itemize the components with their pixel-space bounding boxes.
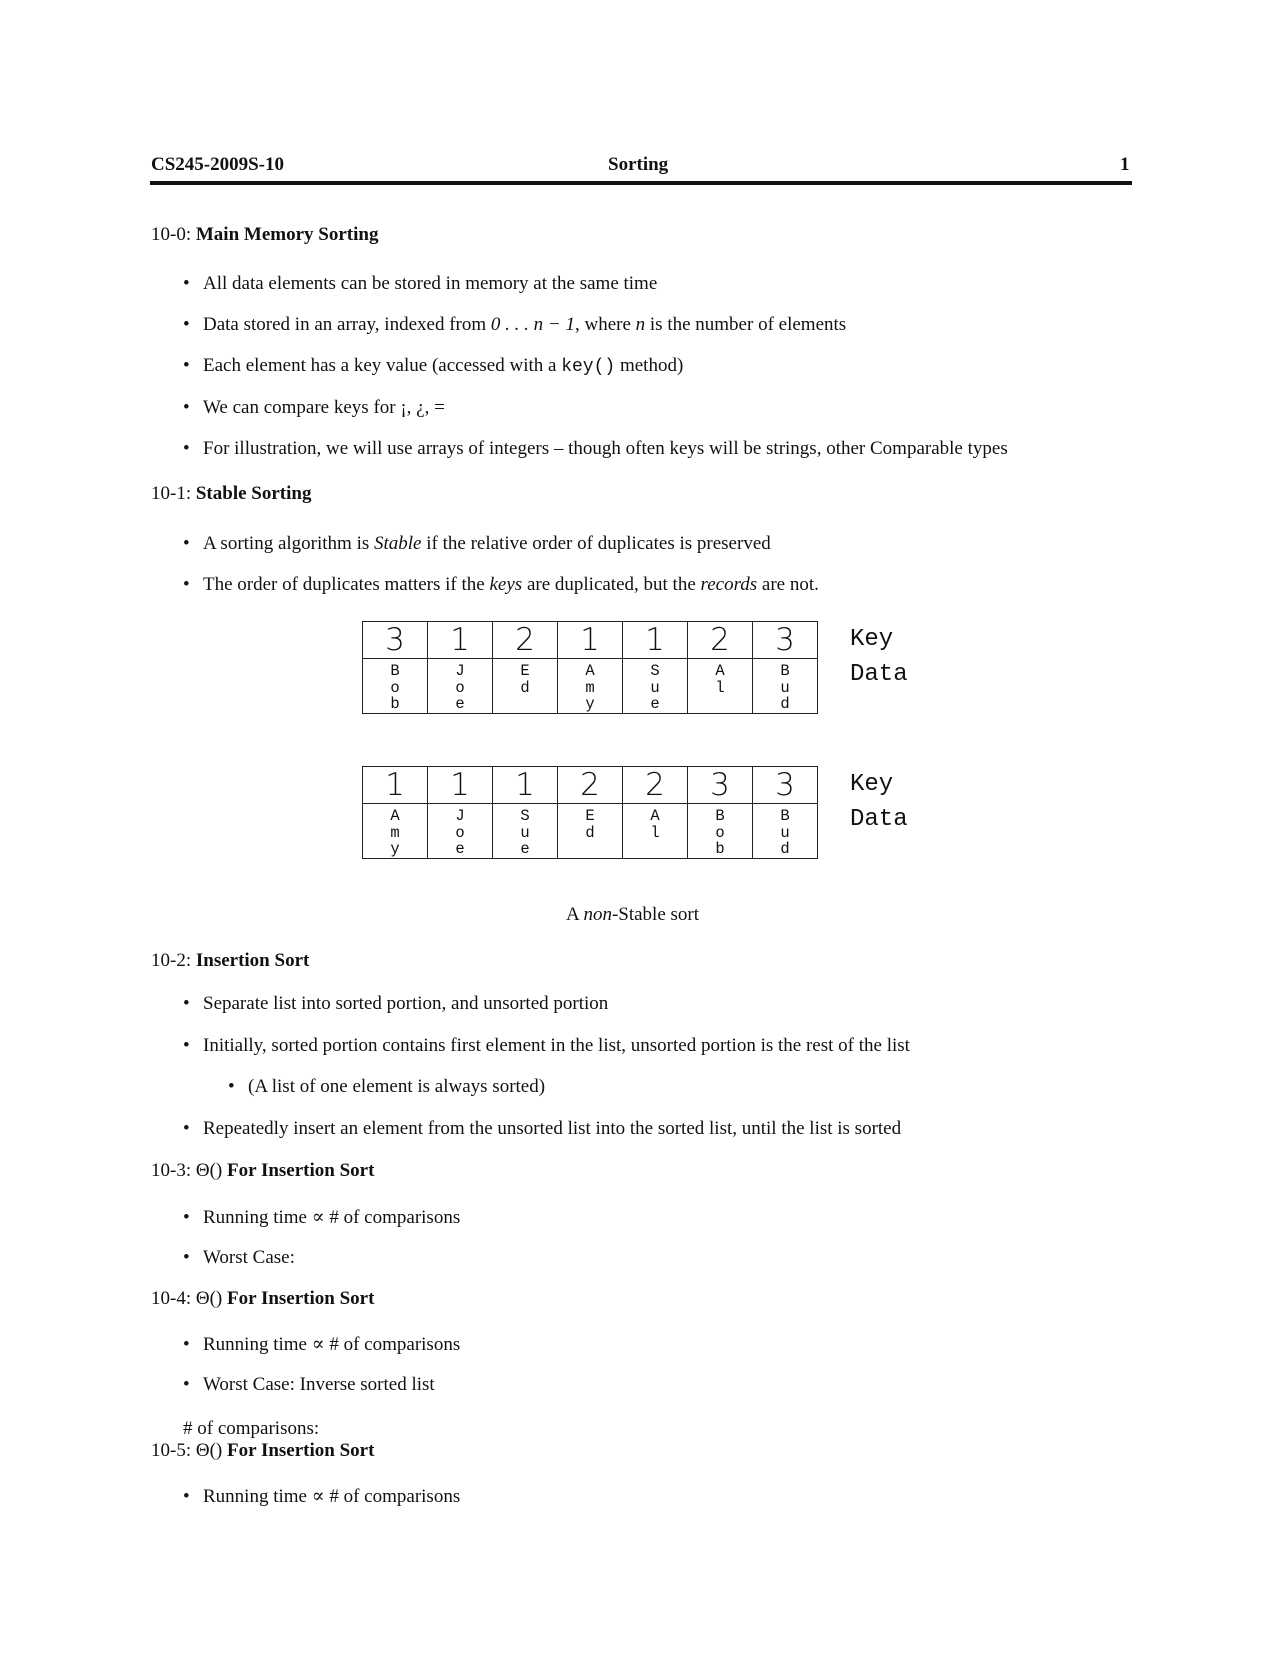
key-label: Key	[850, 771, 894, 798]
section-10-2	[151, 950, 309, 972]
list-item: • Running time ∝ # of comparisons	[183, 1486, 461, 1507]
data-cell	[493, 659, 558, 714]
data-char: B	[780, 807, 790, 825]
data-char: A	[390, 807, 400, 825]
key-cell: 1	[493, 767, 558, 804]
section-10-1	[151, 483, 311, 505]
section-10-4	[151, 1288, 374, 1310]
data-char: u	[780, 823, 790, 842]
section-number: 10-3:	[151, 1160, 192, 1181]
section-10-3	[151, 1160, 374, 1182]
data-char: B	[780, 662, 790, 680]
section-title: Insertion Sort	[195, 950, 310, 971]
data-char: e	[650, 695, 660, 713]
header-course: CS245-2009S-10	[151, 154, 285, 175]
data-cell	[428, 659, 493, 714]
data-cell	[623, 659, 688, 714]
key-cell: 2	[558, 767, 623, 804]
array-table-after	[362, 766, 818, 859]
data-char: d	[780, 695, 790, 713]
data-char: u	[780, 678, 790, 697]
key-cell: 1	[428, 767, 493, 804]
data-char	[623, 841, 687, 858]
key-cell: 2	[688, 622, 753, 659]
data-char	[688, 696, 752, 713]
data-cell	[363, 804, 428, 859]
key-cell: 1	[428, 622, 493, 659]
list-item: • Running time ∝ # of comparisons	[183, 1334, 461, 1355]
data-cell	[753, 659, 818, 714]
section-title: For Insertion Sort	[227, 1288, 375, 1309]
data-char: o	[715, 823, 725, 842]
data-char: d	[585, 823, 595, 842]
list-item: • Worst Case:	[183, 1247, 295, 1268]
data-char: o	[455, 678, 465, 697]
data-char: d	[780, 840, 790, 858]
list-item: • Separate list into sorted portion, and unsorted portion	[183, 993, 609, 1014]
section-title: Stable Sorting	[195, 483, 312, 504]
data-char: u	[650, 678, 660, 697]
data-char: l	[715, 678, 725, 697]
data-cell	[363, 659, 428, 714]
section-number: 10-2:	[151, 950, 192, 971]
data-char: l	[650, 823, 660, 842]
section-title: For Insertion Sort	[227, 1440, 375, 1461]
key-label: Key	[850, 626, 894, 653]
data-char: d	[520, 678, 530, 697]
key-cell: 1	[558, 622, 623, 659]
data-char: J	[455, 807, 465, 825]
data-cell	[428, 804, 493, 859]
section-number: 10-1:	[151, 483, 192, 504]
section-number: 10-5:	[151, 1440, 192, 1461]
list-item: • For illustration, we will use arrays of integers – though often keys will be strings, other Comparable types	[183, 438, 1008, 459]
data-char: b	[715, 840, 725, 858]
key-cell: 3	[753, 767, 818, 804]
theta-symbol: Θ()	[195, 1160, 223, 1181]
list-item: • We can compare keys for ¡, ¿, =	[183, 397, 445, 418]
list-item: • A sorting algorithm is Stable if the relative order of duplicates is preserved	[183, 533, 771, 554]
data-char: S	[650, 662, 660, 680]
list-item: • The order of duplicates matters if the keys are duplicated, but the records are not.	[183, 574, 819, 595]
data-char: u	[520, 823, 530, 842]
data-char: E	[520, 662, 530, 680]
data-char: A	[715, 662, 725, 680]
key-cell: 3	[688, 767, 753, 804]
data-label: Data	[850, 661, 908, 688]
list-item: • (A list of one element is always sorted)	[228, 1076, 546, 1097]
data-char: y	[390, 840, 400, 858]
key-cell: 3	[363, 622, 428, 659]
data-label: Data	[850, 806, 908, 833]
section-10-0	[151, 224, 378, 246]
section-10-5	[151, 1440, 374, 1462]
data-char: S	[520, 807, 530, 825]
comparisons-note: # of comparisons:	[183, 1418, 320, 1439]
figure-caption: A non-Stable sort	[566, 904, 700, 925]
list-item: • Worst Case: Inverse sorted list	[183, 1374, 435, 1395]
theta-symbol: Θ()	[195, 1440, 223, 1461]
section-number: 10-4:	[151, 1288, 192, 1309]
key-cell: 3	[753, 622, 818, 659]
theta-symbol: Θ()	[195, 1288, 223, 1309]
list-item: • Each element has a key value (accessed with a key() method)	[183, 355, 684, 377]
data-char: B	[715, 807, 725, 825]
list-item: • Running time ∝ # of comparisons	[183, 1207, 461, 1228]
section-title: Main Memory Sorting	[195, 224, 379, 245]
data-char: e	[455, 840, 465, 858]
data-char: J	[455, 662, 465, 680]
data-char: e	[455, 695, 465, 713]
page-number: 1	[1120, 154, 1130, 175]
data-cell	[753, 804, 818, 859]
data-char: E	[585, 807, 595, 825]
list-item: • Repeatedly insert an element from the unsorted list into the sorted list, until the list is sorted	[183, 1118, 902, 1139]
data-char	[558, 841, 622, 858]
list-item: • Data stored in an array, indexed from 0 . . . n − 1, where n is the number of elements	[183, 314, 847, 335]
data-cell	[558, 659, 623, 714]
section-title: For Insertion Sort	[227, 1160, 375, 1181]
section-number: 10-0:	[151, 224, 192, 245]
header-rule	[150, 181, 1132, 185]
data-char: o	[390, 678, 400, 697]
data-cell	[623, 804, 688, 859]
header-title: Sorting	[608, 154, 669, 175]
list-item: • All data elements can be stored in memory at the same time	[183, 273, 658, 294]
data-char: B	[390, 662, 400, 680]
code-key: key()	[561, 357, 616, 377]
data-char: o	[455, 823, 465, 842]
data-char: m	[390, 823, 400, 842]
key-cell: 1	[363, 767, 428, 804]
data-char: A	[585, 662, 595, 680]
array-table-before	[362, 621, 818, 714]
key-cell: 2	[493, 622, 558, 659]
data-char: b	[390, 695, 400, 713]
data-char	[493, 696, 557, 713]
data-char: A	[650, 807, 660, 825]
data-char: e	[520, 840, 530, 858]
data-cell	[558, 804, 623, 859]
data-cell	[688, 804, 753, 859]
data-cell	[493, 804, 558, 859]
key-cell: 2	[623, 767, 688, 804]
data-char: m	[585, 678, 595, 697]
key-cell: 1	[623, 622, 688, 659]
data-cell	[688, 659, 753, 714]
list-item: • Initially, sorted portion contains first element in the list, unsorted portion is the rest of the list	[183, 1035, 910, 1056]
data-char: y	[585, 695, 595, 713]
